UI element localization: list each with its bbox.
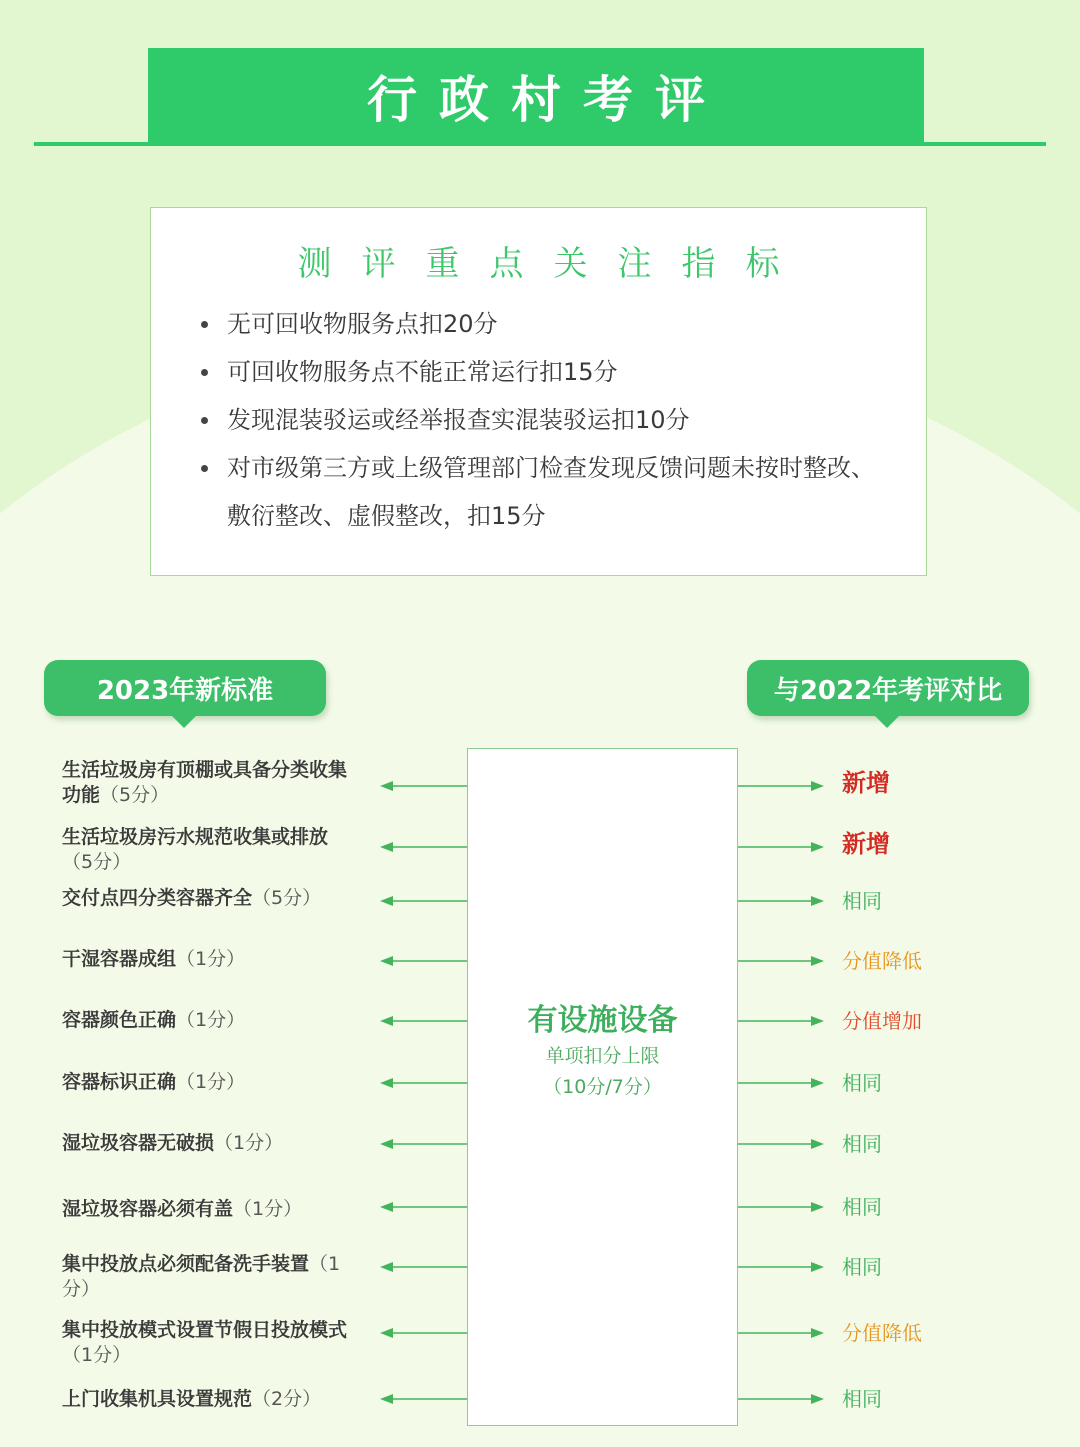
left-arrow-head <box>380 1139 393 1149</box>
left-arrow-head <box>380 1202 393 1212</box>
criterion-name: 上门收集机具设置规范 <box>62 1388 253 1410</box>
criterion-label <box>62 1008 352 1033</box>
criterion-points: （1分） <box>176 1071 246 1093</box>
comparison-label: 相同 <box>842 1195 882 1219</box>
criterion-label <box>62 886 352 911</box>
criterion-name: 容器颜色正确 <box>62 1009 177 1031</box>
criterion-name: 湿垃圾容器必须有盖 <box>62 1198 234 1220</box>
left-arrow-head <box>380 956 393 966</box>
right-arrow-head <box>811 1139 824 1149</box>
criterion-label <box>62 1318 352 1368</box>
criterion-name: 容器标识正确 <box>62 1071 177 1093</box>
criteria-heading: 测评重点关注指标 <box>297 244 810 284</box>
left-arrow-head <box>380 1078 393 1088</box>
right-arrow-head <box>811 1078 824 1088</box>
criteria-item: 无可回收物服务点扣20分 <box>197 300 897 348</box>
criterion-name: 生活垃圾房有顶棚或具备分类收集功能 <box>62 759 348 806</box>
left-arrow-head <box>380 1262 393 1272</box>
comparison-label: 相同 <box>842 1132 882 1156</box>
comparison-label: 分值增加 <box>842 1009 922 1033</box>
criterion-label <box>62 1131 352 1156</box>
right-arrow-head <box>811 956 824 966</box>
left-arrow-head <box>380 896 393 906</box>
comparison-label: 相同 <box>842 1387 882 1411</box>
comparison-label: 分值降低 <box>842 1321 922 1345</box>
comparison-label: 相同 <box>842 889 882 913</box>
criterion-label <box>62 1197 352 1222</box>
page-title: 行政村考评 <box>367 71 727 129</box>
criterion-points: （1分） <box>62 1253 341 1300</box>
criterion-label <box>62 1387 352 1412</box>
criteria-item: 可回收物服务点不能正常运行扣15分 <box>197 348 897 396</box>
comparison-label: 相同 <box>842 1255 882 1279</box>
comparison-label: 分值降低 <box>842 949 922 973</box>
right-arrow-head <box>811 1328 824 1338</box>
criterion-label <box>62 758 352 808</box>
criterion-label <box>62 1070 352 1095</box>
left-arrow-head <box>380 1016 393 1026</box>
criterion-name: 湿垃圾容器无破损 <box>62 1132 215 1154</box>
criteria-item: 对市级第三方或上级管理部门检查发现反馈问题未按时整改、敷衍整改、虚假整改，扣15分 <box>197 444 897 540</box>
center-subtitle-line2: （10分/7分） <box>543 1076 662 1098</box>
right-arrow-head <box>811 1016 824 1026</box>
right-arrow-head <box>811 1394 824 1404</box>
criterion-label <box>62 1252 352 1302</box>
criterion-name: 集中投放点必须配备洗手装置 <box>62 1253 310 1275</box>
comparison-label: 相同 <box>842 1071 882 1095</box>
criterion-name: 干湿容器成组 <box>62 948 177 970</box>
left-arrow-head <box>380 1328 393 1338</box>
right-arrow-head <box>811 842 824 852</box>
criterion-points: （1分） <box>62 1344 132 1366</box>
criterion-label <box>62 947 352 972</box>
right-arrow-head <box>811 896 824 906</box>
criterion-points: （1分） <box>233 1198 303 1220</box>
criterion-points: （5分） <box>252 887 322 909</box>
comparison-label: 新增 <box>842 830 890 858</box>
criterion-points: （1分） <box>176 1009 246 1031</box>
standard-2023-tag: 2023年新标准 <box>44 660 326 716</box>
criterion-points: （1分） <box>214 1132 284 1154</box>
comparison-2022-tag: 与2022年考评对比 <box>747 660 1029 716</box>
criterion-points: （2分） <box>252 1388 322 1410</box>
criterion-points: （1分） <box>176 948 246 970</box>
criterion-points: （5分） <box>62 851 132 873</box>
right-arrow-head <box>811 1262 824 1272</box>
center-subtitle-line1: 单项扣分上限 <box>545 1045 660 1067</box>
criterion-name: 集中投放模式设置节假日投放模式 <box>62 1319 348 1341</box>
right-arrow-head <box>811 781 824 791</box>
left-arrow-head <box>380 781 393 791</box>
left-arrow-head <box>380 842 393 852</box>
left-arrow-head <box>380 1394 393 1404</box>
comparison-label: 新增 <box>842 769 890 797</box>
right-arrow-head <box>811 1202 824 1212</box>
criterion-name: 交付点四分类容器齐全 <box>62 887 253 909</box>
criterion-points: （5分） <box>100 784 170 806</box>
center-title: 有设施设备 <box>527 1003 678 1038</box>
criterion-label <box>62 825 352 875</box>
criteria-item: 发现混装驳运或经举报查实混装驳运扣10分 <box>197 396 897 444</box>
criterion-name: 生活垃圾房污水规范收集或排放 <box>62 826 329 848</box>
